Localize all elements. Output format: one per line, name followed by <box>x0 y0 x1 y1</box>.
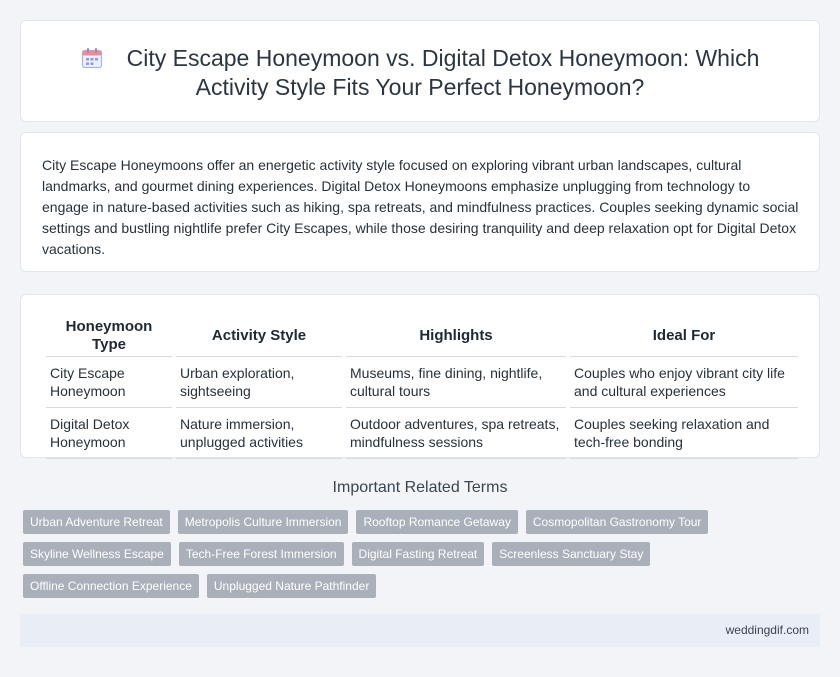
tag-cosmopolitan-gastronomy-tour[interactable]: Cosmopolitan Gastronomy Tour <box>526 510 709 534</box>
tag-metropolis-culture-immersion[interactable]: Metropolis Culture Immersion <box>178 510 349 534</box>
tag-skyline-wellness-escape[interactable]: Skyline Wellness Escape <box>23 542 171 566</box>
title-line-2: Activity Style Fits Your Perfect Honeymoon? <box>195 74 645 100</box>
tag-offline-connection-experience[interactable]: Offline Connection Experience <box>23 574 199 598</box>
comparison-card <box>20 294 820 458</box>
tag-urban-adventure-retreat[interactable]: Urban Adventure Retreat <box>23 510 170 534</box>
calendar-icon <box>81 47 103 69</box>
cell-highlights: Outdoor adventures, spa retreats, mindfulness sessions <box>346 408 566 459</box>
cell-type: City Escape Honeymoon <box>46 357 172 408</box>
cell-activity: Urban exploration, sightseeing <box>176 357 342 408</box>
tag-unplugged-nature-pathfinder[interactable]: Unplugged Nature Pathfinder <box>207 574 376 598</box>
cell-type: Digital Detox Honeymoon <box>46 408 172 459</box>
cell-activity: Nature immersion, unplugged activities <box>176 408 342 459</box>
comparison-table <box>42 315 802 459</box>
table-row <box>46 408 798 459</box>
title-line-1 <box>21 44 819 73</box>
header-highlights: Highlights <box>346 315 566 357</box>
title-card <box>20 20 820 122</box>
cell-ideal: Couples seeking relaxation and tech-free bonding <box>570 408 798 459</box>
footer <box>20 614 820 647</box>
table-header-row <box>46 315 798 357</box>
header-activity-style: Activity Style <box>176 315 342 357</box>
header-ideal-for: Ideal For <box>570 315 798 357</box>
page-title <box>21 44 819 102</box>
tag-tech-free-forest-immersion[interactable]: Tech-Free Forest Immersion <box>179 542 344 566</box>
summary-card <box>20 132 820 272</box>
tag-rooftop-romance-getaway[interactable]: Rooftop Romance Getaway <box>356 510 517 534</box>
related-terms-list <box>23 510 723 598</box>
related-terms-heading: Important Related Terms <box>332 479 508 496</box>
cell-ideal: Couples who enjoy vibrant city life and cultural experiences <box>570 357 798 408</box>
summary-text: City Escape Honeymoons offer an energetic activity style focused on exploring vibrant urban landscapes, cultural landmarks, and gourmet dining experiences. Digital Detox Honeymoons emphasize unplugging from technology to engage in nature-based activities such as hiking, spa retreats, and mindfulness practices. Couples seeking dynamic social settings and bustling nightlife prefer City Escapes, while those desiring tranquility and deep relaxation opt for Digital Detox vacations. <box>42 157 799 257</box>
title-text-1: City Escape Honeymoon vs. Digital Detox Honeymoon: Which <box>126 45 760 71</box>
table-row <box>46 357 798 408</box>
header-honeymoon-type: Honeymoon Type <box>46 315 172 357</box>
tag-digital-fasting-retreat[interactable]: Digital Fasting Retreat <box>352 542 485 566</box>
tag-screenless-sanctuary-stay[interactable]: Screenless Sanctuary Stay <box>492 542 650 566</box>
footer-site[interactable]: weddingdif.com <box>725 623 809 637</box>
cell-highlights: Museums, fine dining, nightlife, cultural tours <box>346 357 566 408</box>
